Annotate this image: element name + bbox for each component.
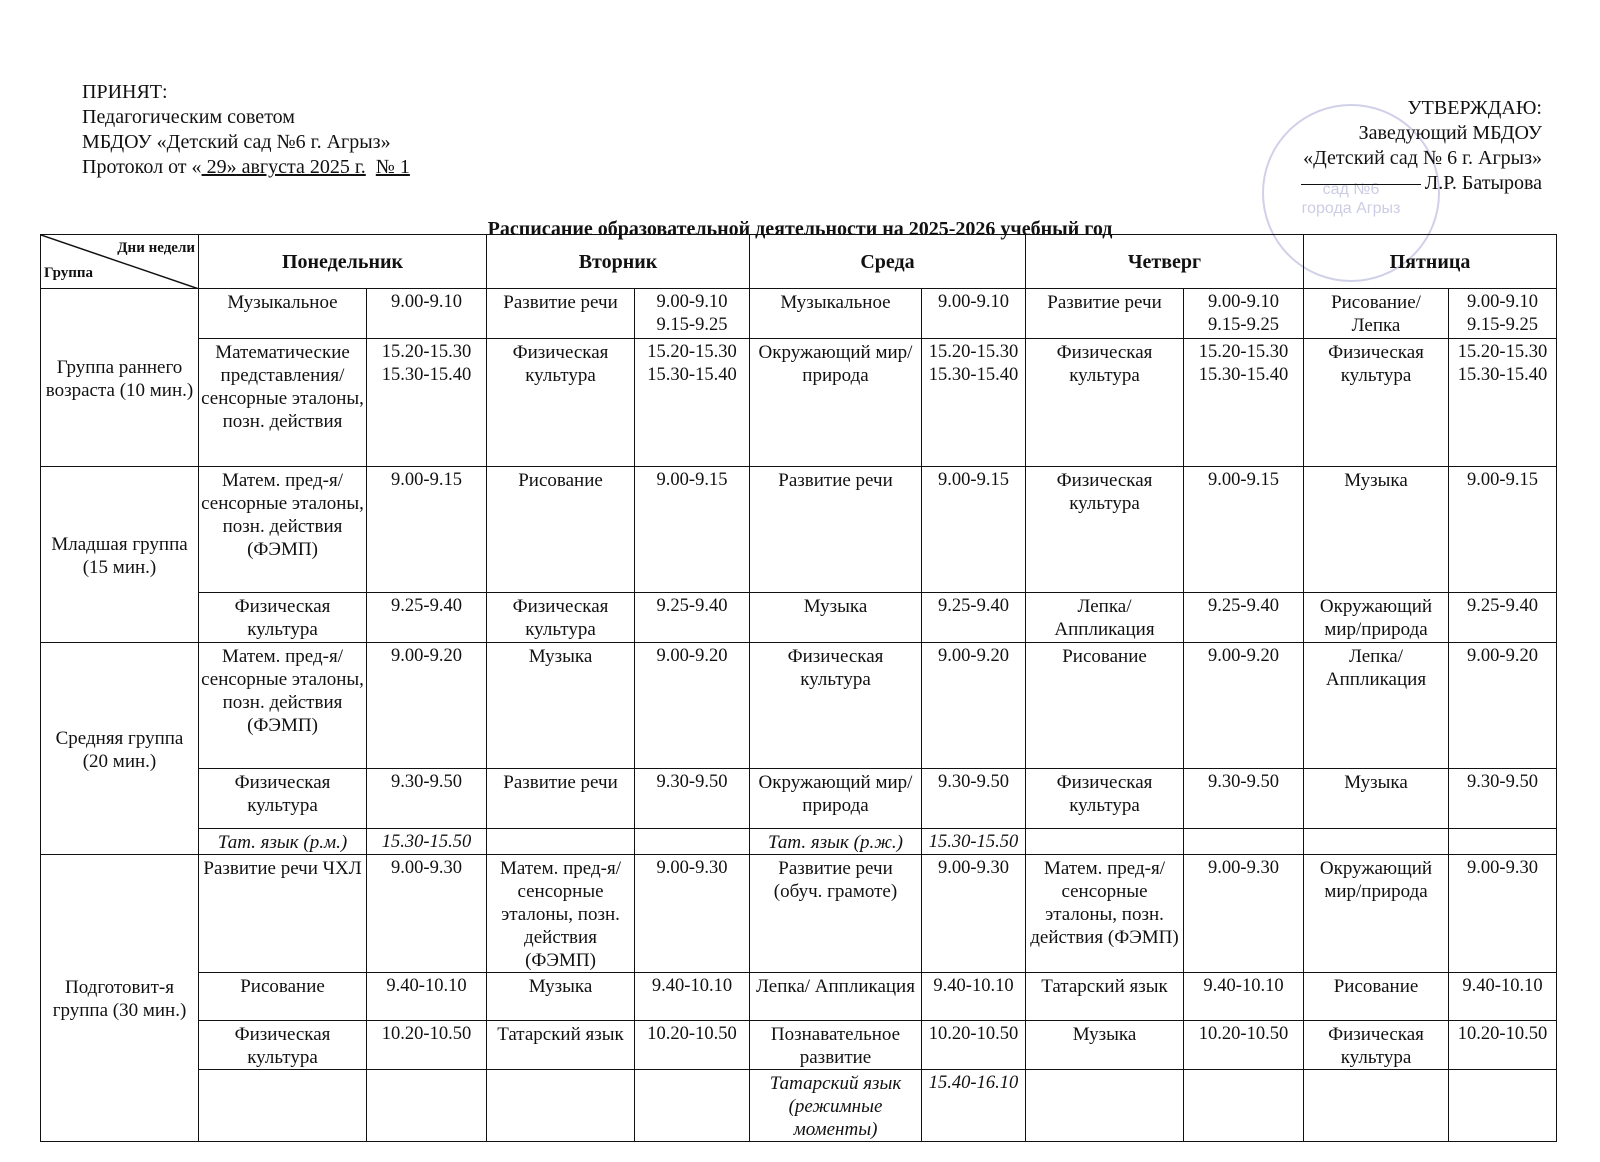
time-cell: 9.00-9.30 (1184, 855, 1304, 973)
time-cell: 9.00-9.10 9.15-9.25 (1184, 289, 1304, 339)
activity-cell: Матем. пред-я/ сенсорные эталоны, позн. действия (ФЭМП) (199, 467, 367, 593)
table-header-row (41, 235, 1557, 289)
activity-cell: Развитие речи (обуч. грамоте) (750, 855, 922, 973)
activity-cell: Физическая культура (1026, 467, 1184, 593)
activity-cell (487, 829, 635, 855)
time-cell: 10.20-10.50 (1449, 1021, 1557, 1070)
activity-cell: Развитие речи (1026, 289, 1184, 339)
time-cell: 9.00-9.30 (367, 855, 487, 973)
activity-cell: Музыка (1304, 769, 1449, 829)
approve-org: «Детский сад № 6 г. Агрыз» (1303, 147, 1542, 169)
time-cell: 9.30-9.50 (1449, 769, 1557, 829)
activity-cell: Лепка/ Аппликация (1026, 593, 1184, 643)
day-header: Среда (750, 235, 1026, 289)
table-corner (41, 235, 199, 289)
time-cell (635, 1070, 750, 1142)
time-cell: 9.40-10.10 (635, 973, 750, 1021)
time-cell (635, 829, 750, 855)
page-title: Расписание образовательной деятельности на 2025-2026 учебный год (487, 218, 1113, 240)
activity-cell: Физическая культура (1304, 1021, 1449, 1070)
time-cell: 9.25-9.40 (1449, 593, 1557, 643)
table-row (41, 593, 1557, 643)
table-row (41, 643, 1557, 769)
activity-cell: Матем. пред-я/ сенсорные эталоны, позн. действия (ФЭМП) (487, 855, 635, 973)
corner-group-label: Группа (44, 265, 94, 281)
time-cell (1184, 829, 1304, 855)
time-cell: 15.20-15.30 15.30-15.40 (1184, 339, 1304, 467)
activity-cell (1304, 1070, 1449, 1142)
time-cell: 10.20-10.50 (1184, 1021, 1304, 1070)
activity-cell (199, 1070, 367, 1142)
time-cell (1449, 1070, 1557, 1142)
time-cell: 9.25-9.40 (1184, 593, 1304, 643)
activity-cell (1304, 829, 1449, 855)
time-cell (367, 1070, 487, 1142)
day-header: Понедельник (199, 235, 487, 289)
activity-cell: Рисование (1026, 643, 1184, 769)
activity-cell: Рисование (1304, 973, 1449, 1021)
accepted-council: Педагогическим советом (82, 106, 295, 128)
accepted-block (82, 80, 410, 180)
activity-cell: Татарский язык (1026, 973, 1184, 1021)
time-cell: 15.40-16.10 (922, 1070, 1026, 1142)
table-row (41, 339, 1557, 467)
time-cell: 9.00-9.15 (367, 467, 487, 593)
time-cell: 9.00-9.15 (922, 467, 1026, 593)
activity-cell (1026, 1070, 1184, 1142)
corner-days-label: Дни недели (117, 240, 195, 256)
time-cell: 9.00-9.20 (1449, 643, 1557, 769)
day-header: Четверг (1026, 235, 1304, 289)
time-cell: 9.00-9.10 (922, 289, 1026, 339)
activity-cell: Тат. язык (р.м.) (199, 829, 367, 855)
time-cell: 9.40-10.10 (1184, 973, 1304, 1021)
activity-cell: Матем. пред-я/ сенсорные эталоны, позн. действия (ФЭМП) (1026, 855, 1184, 973)
activity-cell: Татарский язык (487, 1021, 635, 1070)
table-row (41, 1070, 1557, 1142)
activity-cell: Окружающий мир/природа (1304, 855, 1449, 973)
time-cell: 9.40-10.10 (1449, 973, 1557, 1021)
day-header: Пятница (1304, 235, 1557, 289)
time-cell: 9.30-9.50 (1184, 769, 1304, 829)
time-cell: 9.00-9.30 (1449, 855, 1557, 973)
time-cell (1449, 829, 1557, 855)
time-cell: 10.20-10.50 (367, 1021, 487, 1070)
time-cell: 9.00-9.20 (367, 643, 487, 769)
time-cell: 9.00-9.15 (635, 467, 750, 593)
time-cell: 9.00-9.15 (1449, 467, 1557, 593)
activity-cell: Музыка (1304, 467, 1449, 593)
time-cell: 9.30-9.50 (922, 769, 1026, 829)
schedule-table (40, 234, 1557, 1142)
group-name: Группа раннего возраста (10 мин.) (41, 289, 199, 467)
time-cell: 10.20-10.50 (922, 1021, 1026, 1070)
activity-cell: Физическая культура (487, 593, 635, 643)
activity-cell: Математические представления/ сенсорные эталоны, позн. действия (199, 339, 367, 467)
time-cell: 9.00-9.10 9.15-9.25 (1449, 289, 1557, 339)
time-cell: 10.20-10.50 (635, 1021, 750, 1070)
activity-cell (1026, 829, 1184, 855)
time-cell: 9.00-9.20 (635, 643, 750, 769)
activity-cell: Музыка (750, 593, 922, 643)
time-cell: 9.40-10.10 (922, 973, 1026, 1021)
activity-cell: Физическая культура (750, 643, 922, 769)
activity-cell: Окружающий мир/природа (1304, 593, 1449, 643)
table-row (41, 289, 1557, 339)
approve-block (1301, 96, 1542, 196)
signature-blank (1301, 184, 1421, 185)
table-row (41, 829, 1557, 855)
group-name: Младшая группа (15 мин.) (41, 467, 199, 643)
activity-cell: Физическая культура (487, 339, 635, 467)
time-cell: 9.40-10.10 (367, 973, 487, 1021)
time-cell (1184, 1070, 1304, 1142)
time-cell: 9.25-9.40 (367, 593, 487, 643)
activity-cell: Развитие речи ЧХЛ (199, 855, 367, 973)
time-cell: 9.30-9.50 (367, 769, 487, 829)
time-cell: 9.00-9.20 (922, 643, 1026, 769)
time-cell: 15.30-15.50 (922, 829, 1026, 855)
time-cell: 9.00-9.30 (922, 855, 1026, 973)
activity-cell: Физическая культура (199, 593, 367, 643)
activity-cell: Окружающий мир/природа (750, 339, 922, 467)
group-name: Подготовит-я группа (30 мин.) (41, 855, 199, 1142)
activity-cell: Музыкальное (750, 289, 922, 339)
activity-cell: Татарский язык (режимные моменты) (750, 1070, 922, 1142)
activity-cell: Лепка/ Аппликация (750, 973, 922, 1021)
activity-cell: Физическая культура (199, 1021, 367, 1070)
activity-cell: Рисование/ Лепка (1304, 289, 1449, 339)
time-cell: 9.00-9.20 (1184, 643, 1304, 769)
activity-cell: Физическая культура (1026, 339, 1184, 467)
activity-cell: Физическая культура (1026, 769, 1184, 829)
approve-position: Заведующий МБДОУ (1358, 122, 1542, 144)
activity-cell: Окружающий мир/природа (750, 769, 922, 829)
official-stamp: сад №6 города Агрыз (1262, 104, 1440, 282)
activity-cell: Развитие речи (487, 769, 635, 829)
activity-cell: Тат. язык (р.ж.) (750, 829, 922, 855)
activity-cell: Рисование (487, 467, 635, 593)
activity-cell: Музыкальное (199, 289, 367, 339)
activity-cell: Физическая культура (1304, 339, 1449, 467)
activity-cell: Музыка (1026, 1021, 1184, 1070)
accepted-org: МБДОУ «Детский сад №6 г. Агрыз» (82, 131, 391, 153)
approve-label: УТВЕРЖДАЮ: (1407, 97, 1542, 119)
protocol-line: Протокол от « 29» августа 2025 г. № 1 (82, 156, 410, 178)
time-cell: 15.20-15.30 15.30-15.40 (1449, 339, 1557, 467)
activity-cell: Познавательное развитие (750, 1021, 922, 1070)
activity-cell: Развитие речи (750, 467, 922, 593)
activity-cell: Лепка/ Аппликация (1304, 643, 1449, 769)
time-cell: 15.20-15.30 15.30-15.40 (635, 339, 750, 467)
activity-cell: Музыка (487, 973, 635, 1021)
time-cell: 15.20-15.30 15.30-15.40 (367, 339, 487, 467)
activity-cell (487, 1070, 635, 1142)
group-name: Средняя группа (20 мин.) (41, 643, 199, 855)
activity-cell: Рисование (199, 973, 367, 1021)
time-cell: 9.00-9.10 (367, 289, 487, 339)
time-cell: 9.25-9.40 (922, 593, 1026, 643)
approve-signature-line: Л.Р. Батырова (1301, 171, 1542, 196)
accepted-label: ПРИНЯТ: (82, 81, 168, 103)
table-row (41, 769, 1557, 829)
table-row (41, 973, 1557, 1021)
table-row (41, 1021, 1557, 1070)
day-header: Вторник (487, 235, 750, 289)
activity-cell: Матем. пред-я/ сенсорные эталоны, позн. действия (ФЭМП) (199, 643, 367, 769)
time-cell: 15.20-15.30 15.30-15.40 (922, 339, 1026, 467)
time-cell: 9.00-9.15 (1184, 467, 1304, 593)
time-cell: 9.25-9.40 (635, 593, 750, 643)
activity-cell: Физическая культура (199, 769, 367, 829)
table-row (41, 855, 1557, 973)
time-cell: 15.30-15.50 (367, 829, 487, 855)
table-row (41, 467, 1557, 593)
time-cell: 9.00-9.30 (635, 855, 750, 973)
time-cell: 9.00-9.10 9.15-9.25 (635, 289, 750, 339)
activity-cell: Музыка (487, 643, 635, 769)
activity-cell: Развитие речи (487, 289, 635, 339)
time-cell: 9.30-9.50 (635, 769, 750, 829)
